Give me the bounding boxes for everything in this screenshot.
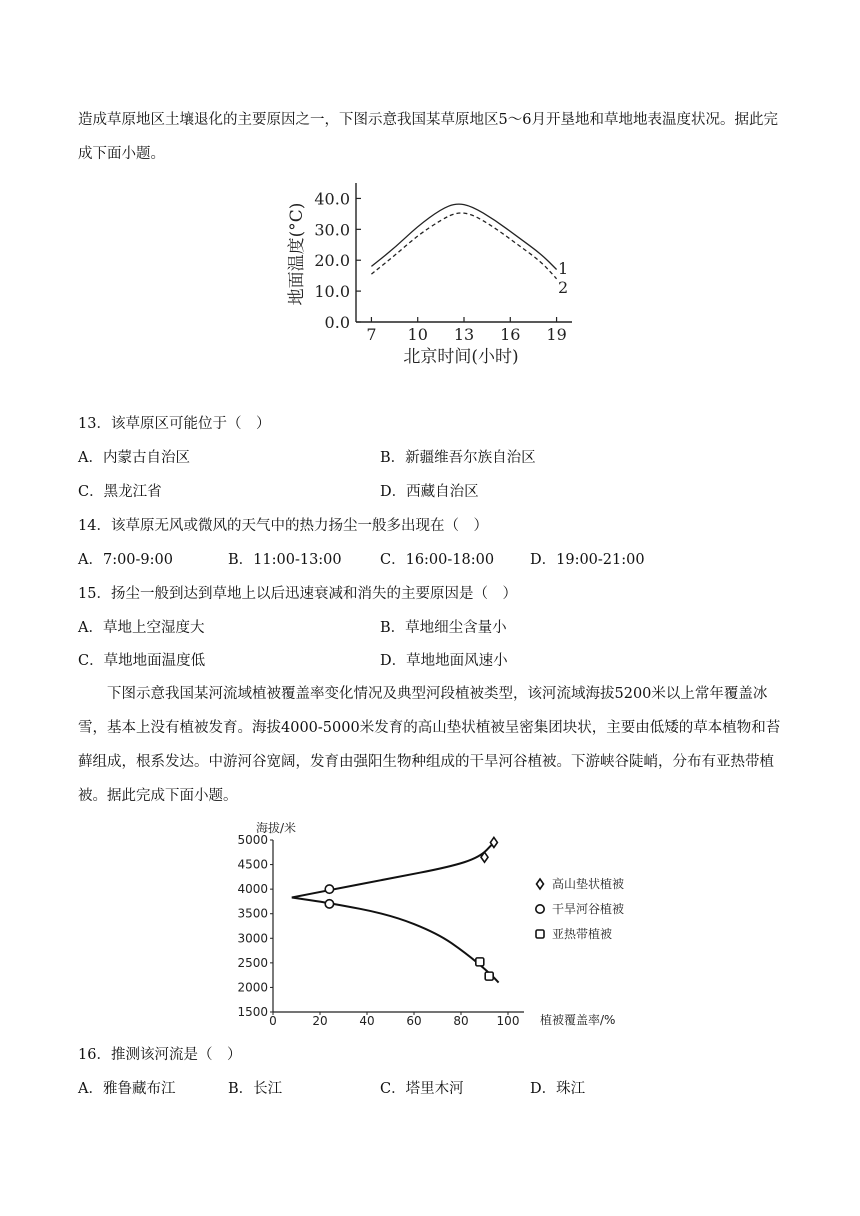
temp-y-tick-label: 20.0 xyxy=(314,251,350,271)
temp-ylabel: 地面温度(°C) xyxy=(287,202,307,306)
q13-option-c[interactable]: C．黑龙江省 xyxy=(78,484,162,500)
temp-y-tick-label: 0.0 xyxy=(324,313,350,332)
veg-y-tick-label: 4000 xyxy=(237,882,268,897)
intro-paragraph-2: 下图示意我国某河流域植被覆盖率变化情况及典型河段植被类型，该河流域海拔5200米以上常年覆盖冰雪，基本上没有植被发育。海拔4000-5000米发育的高山垫状植被呈密集团块状，主要由低矮的草本植物和苔藓组成，根系发达。中游河谷宽阔，发育由强阳生物种组成的干旱河谷植被。下游峡谷陡峭，分布有亚热带植被。据此完成下面小题。 xyxy=(78,686,781,804)
question-14-stem: 14．该草原无风或微风的天气中的热力扬尘一般多出现在（ ） xyxy=(78,518,488,534)
veg-curve-2 xyxy=(292,897,499,982)
temp-x-tick-label: 19 xyxy=(546,325,567,344)
veg-legend xyxy=(536,876,624,941)
veg-point-subtropical xyxy=(485,972,493,980)
legend-label-subtropical: 亚热带植被 xyxy=(552,927,613,941)
legend-label-alpine: 高山垫状植被 xyxy=(552,877,625,891)
veg-point-dryvalley xyxy=(325,885,333,893)
temp-x-tick-label: 10 xyxy=(407,325,428,344)
veg-y-tick-label: 1500 xyxy=(237,1005,268,1019)
temp-y-tick-label: 40.0 xyxy=(314,189,350,209)
temperature-chart xyxy=(280,178,600,378)
veg-x-tick-label: 60 xyxy=(406,1014,422,1028)
vegetation-chart xyxy=(236,818,656,1028)
veg-y-tick-label: 3000 xyxy=(237,931,268,946)
q16-option-b[interactable]: B．长江 xyxy=(228,1081,283,1097)
question-15-stem: 15．扬尘一般到达到草地上以后迅速衰减和消失的主要原因是（ ） xyxy=(78,586,517,602)
veg-y-tick-label: 4500 xyxy=(237,857,268,872)
veg-point-dryvalley xyxy=(325,900,333,908)
veg-y-tick-label: 2500 xyxy=(237,955,268,970)
q14-option-a[interactable]: A．7:00-9:00 xyxy=(78,552,173,568)
veg-y-tick-label: 3500 xyxy=(237,906,268,921)
temp-x-tick-label: 13 xyxy=(453,325,475,344)
veg-y-tick-label: 5000 xyxy=(237,833,268,847)
temp-y-ticks xyxy=(314,189,361,332)
q15-option-b[interactable]: B．草地细尘含量小 xyxy=(380,620,507,636)
question-13-stem: 13．该草原区可能位于（ ） xyxy=(78,416,271,432)
temp-y-tick-label: 30.0 xyxy=(314,220,350,240)
q16-option-d[interactable]: D．珠江 xyxy=(530,1081,586,1097)
temp-xlabel: 北京时间(小时) xyxy=(403,347,519,367)
veg-y-ticks xyxy=(237,833,273,1019)
q15-option-a[interactable]: A．草地上空湿度大 xyxy=(78,620,205,636)
series-label-2: 2 xyxy=(558,278,569,297)
temp-series xyxy=(371,204,556,279)
veg-curves xyxy=(292,842,499,982)
q15-option-d[interactable]: D．草地地面风速小 xyxy=(380,653,508,669)
veg-y-tick-label: 2000 xyxy=(237,980,268,995)
q13-option-d[interactable]: D．西藏自治区 xyxy=(380,484,479,500)
legend-square-icon xyxy=(536,930,544,938)
veg-x-tick-label: 20 xyxy=(312,1014,328,1028)
veg-ylabel: 海拔/米 xyxy=(256,821,297,835)
legend-label-dryvalley: 干旱河谷植被 xyxy=(552,902,625,916)
temp-x-tick-label: 7 xyxy=(366,325,377,344)
intro-paragraph-1: 造成草原地区土壤退化的主要原因之一，下图示意我国某草原地区5～6月开垦地和草地地表温度状况。据此完成下面小题。 xyxy=(78,112,778,162)
legend-diamond-icon xyxy=(537,879,544,889)
veg-x-tick-label: 80 xyxy=(453,1014,469,1028)
series-label-1: 1 xyxy=(558,259,569,278)
q14-option-d[interactable]: D．19:00-21:00 xyxy=(530,552,645,568)
temp-series-1-line xyxy=(371,204,556,269)
veg-x-tick-label: 0 xyxy=(269,1014,277,1028)
temp-series-2-line xyxy=(371,213,556,279)
q14-option-b[interactable]: B．11:00-13:00 xyxy=(228,552,342,568)
veg-xlabel: 植被覆盖率/% xyxy=(540,1013,616,1027)
veg-x-ticks xyxy=(269,1012,519,1028)
q13-option-b[interactable]: B．新疆维吾尔族自治区 xyxy=(380,450,536,466)
q16-option-c[interactable]: C．塔里木河 xyxy=(380,1081,464,1097)
legend-circle-icon xyxy=(536,905,544,913)
veg-x-tick-label: 40 xyxy=(359,1014,375,1028)
temp-y-tick-label: 10.0 xyxy=(314,282,350,302)
veg-x-tick-label: 100 xyxy=(496,1014,520,1028)
temp-x-tick-label: 16 xyxy=(500,325,521,344)
q16-option-a[interactable]: A．雅鲁藏布江 xyxy=(78,1081,176,1097)
veg-point-subtropical xyxy=(476,958,484,966)
q13-option-a[interactable]: A．内蒙古自治区 xyxy=(78,450,190,466)
question-16-stem: 16．推测该河流是（ ） xyxy=(78,1047,242,1063)
veg-curve-1 xyxy=(292,842,494,897)
q15-option-c[interactable]: C．草地地面温度低 xyxy=(78,653,206,669)
q14-option-c[interactable]: C．16:00-18:00 xyxy=(380,552,495,568)
temp-x-ticks xyxy=(366,317,566,344)
